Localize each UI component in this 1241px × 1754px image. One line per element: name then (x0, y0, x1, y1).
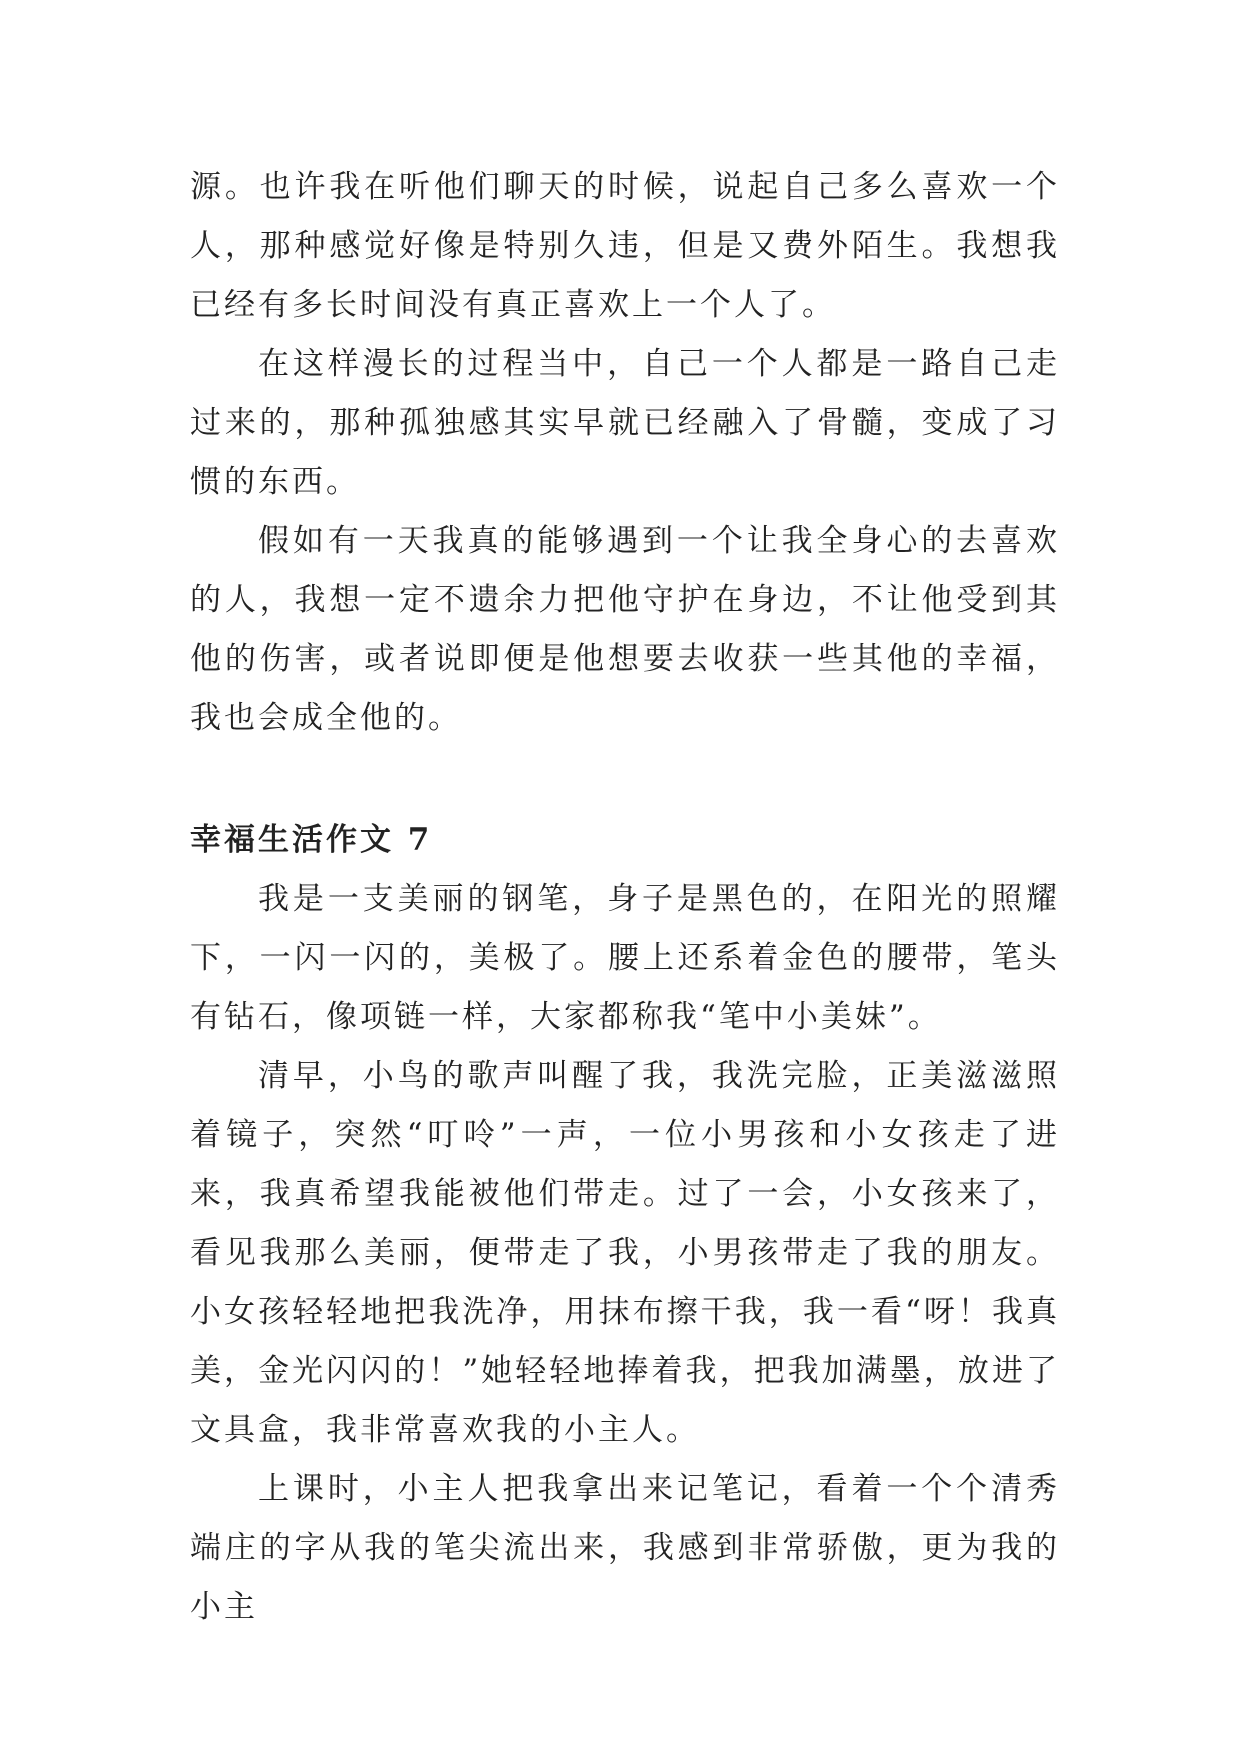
paragraph: 上课时，小主人把我拿出来记笔记，看着一个个清秀端庄的字从我的笔尖流出来，我感到非常骄傲，更为我的小主 (190, 1471, 1060, 1625)
paragraph: 清早，小鸟的歌声叫醒了我，我洗完脸，正美滋滋照着镜子，突然“叮呤”一声，一位小男孩和小女孩走了进来，我真希望我能被他们带走。过了一会，小女孩来了，看见我那么美丽，便带走了我，小男孩带走了我的朋友。小女孩轻轻地把我洗净，用抹布擦干我，我一看“呀！我真美，金光闪闪的！”她轻轻地捧着我，把我加满墨，放进了文具盒，我非常喜欢我的小主人。 (190, 1058, 1060, 1448)
section-title: 幸福生活作文 7 (190, 822, 433, 858)
document-body (190, 158, 1060, 1637)
paragraph: 假如有一天我真的能够遇到一个让我全身心的去喜欢的人，我想一定不遗余力把他守护在身边，不让他受到其他的伤害，或者说即便是他想要去收获一些其他的幸福，我也会成全他的。 (190, 523, 1060, 736)
paragraph: 在这样漫长的过程当中，自己一个人都是一路自己走过来的，那种孤独感其实早就已经融入了骨髓，变成了习惯的东西。 (190, 346, 1060, 500)
paragraph-continued: 源。也许我在听他们聊天的时候，说起自己多么喜欢一个人，那种感觉好像是特别久违，但是又费外陌生。我想我已经有多长时间没有真正喜欢上一个人了。 (190, 169, 1060, 323)
paragraph: 我是一支美丽的钢笔，身子是黑色的，在阳光的照耀下，一闪一闪的，美极了。腰上还系着金色的腰带，笔头有钻石，像项链一样，大家都称我“笔中小美妹”。 (190, 881, 1060, 1035)
